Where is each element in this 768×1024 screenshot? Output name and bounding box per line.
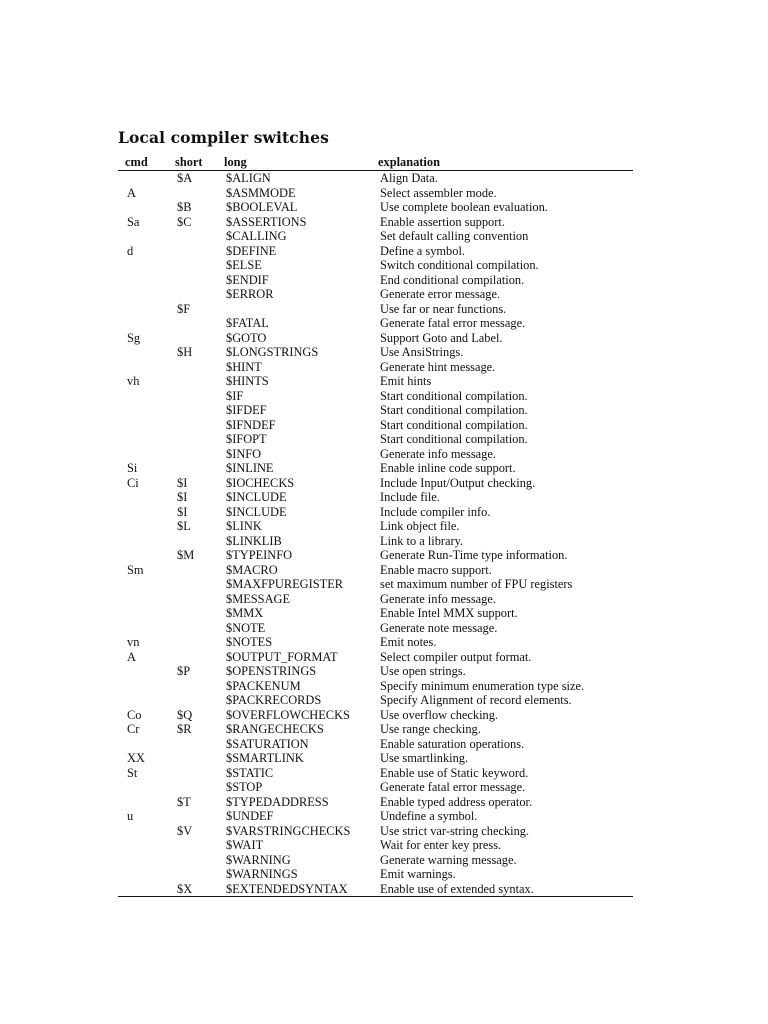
cell-explanation: Specify Alignment of record elements. [380,693,572,707]
cell-cmd [118,345,168,360]
cell-long: $INCLUDE [226,490,287,504]
cell-explanation: Generate note message. [380,620,498,635]
cell-long: $ENDIF [226,272,269,287]
cell-cmd [118,418,168,433]
cell-long: $MACRO [226,562,278,577]
cell-explanation: Start conditional compilation. [380,403,528,417]
cell-explanation: Wait for enter key press. [380,838,502,852]
cell-long: $FATAL [226,316,269,330]
cell-cmd [118,621,168,636]
cell-explanation: Link to a library. [380,533,464,548]
cell-explanation: Include file. [380,490,440,504]
table-row [118,186,633,201]
cell-long: $ALIGN [226,171,271,185]
cell-long: $ASMMODE [226,185,296,200]
cell-cmd [118,258,168,273]
table-row [118,360,633,375]
table-row [118,505,633,520]
cell-long: $WARNINGS [226,867,298,881]
table-row [118,403,633,418]
cell-short: $T [177,794,191,809]
cell-long: $PACKENUM [226,678,301,693]
cell-explanation: Enable inline code support. [380,461,516,475]
cell-long: $WARNING [226,852,291,867]
cell-explanation: Specify minimum enumeration type size. [380,678,585,693]
table-row [118,331,633,346]
cell-cmd: A [127,185,136,200]
compiler-switch-table [118,153,633,897]
table-row [118,389,633,404]
cell-short: $I [177,504,188,519]
table-row [118,693,633,708]
cell-short [168,273,217,288]
cell-explanation: Emit warnings. [380,867,456,881]
table-header-row [118,153,633,171]
cell-short: $P [177,664,191,678]
cell-cmd [118,389,168,404]
cell-cmd: Si [127,461,138,475]
cell-cmd [118,316,168,331]
cell-short [168,650,217,665]
table-row [118,519,633,534]
cell-cmd [118,824,168,839]
table-row [118,476,633,491]
table-row [118,708,633,723]
cell-cmd [118,693,168,708]
cell-long: $IFOPT [226,432,267,446]
table-row [118,229,633,244]
cell-short: $A [177,171,193,185]
cell-explanation: Generate info message. [380,591,496,606]
table-row [118,592,633,607]
cell-cmd [118,403,168,418]
cell-short [168,693,217,708]
table-row [118,418,633,433]
cell-short [168,374,217,389]
table-row [118,635,633,650]
cell-short: $V [177,823,193,838]
cell-long [217,302,371,317]
cell-cmd: Ci [127,475,139,490]
cell-long: $OVERFLOWCHECKS [226,707,350,722]
cell-cmd: Sm [127,562,144,577]
cell-cmd [118,505,168,520]
cell-cmd [118,519,168,534]
table-row [118,577,633,592]
cell-explanation: Start conditional compilation. [380,417,528,432]
cell-explanation: Use smartlinking. [380,751,469,765]
table-row [118,258,633,273]
cell-explanation: Emit notes. [380,635,437,649]
cell-explanation: Link object file. [380,519,460,533]
cell-short: $L [177,519,191,533]
cell-short: $I [177,475,188,490]
cell-cmd [118,737,168,752]
cell-short [168,737,217,752]
cell-explanation: Enable typed address operator. [380,794,533,809]
cell-short [168,258,217,273]
cell-short [168,621,217,636]
cell-cmd [118,490,168,505]
cell-long: $STOP [226,780,263,794]
cell-long: $EXTENDEDSYNTAX [217,882,371,897]
table-row [118,287,633,302]
cell-long: $INCLUDE [226,504,287,519]
table-row [118,664,633,679]
table-body [118,171,633,897]
cell-short [168,751,217,766]
cell-cmd: u [127,809,134,823]
cell-explanation: Enable use of Static keyword. [380,765,529,780]
cell-cmd [118,780,168,795]
cell-short: $I [177,490,188,504]
column-header-cmd: cmd [118,153,168,171]
table-row [118,824,633,839]
cell-explanation: Emit hints [380,374,432,388]
cell-short [168,244,217,259]
cell-long: $VARSTRINGCHECKS [226,823,351,838]
cell-explanation: Enable assertion support. [380,214,505,229]
cell-short [168,447,217,462]
table-row [118,751,633,766]
cell-long: $HINTS [226,374,269,388]
cell-explanation: Switch conditional compilation. [380,258,539,272]
table-row [118,882,633,897]
table-row [118,432,633,447]
cell-long: $MMX [226,606,264,620]
cell-explanation: Use strict var-string checking. [380,823,530,838]
cell-short [168,287,217,302]
cell-short: $M [177,548,195,562]
cell-long: $LONGSTRINGS [226,345,319,359]
cell-long: $TYPEINFO [226,548,293,562]
cell-long: $BOOLEVAL [226,200,298,214]
cell-cmd [118,577,168,592]
cell-explanation: Select compiler output format. [380,649,532,664]
cell-long: $ELSE [226,258,262,272]
table-row [118,548,633,563]
table-row [118,809,633,824]
cell-cmd: A [127,649,136,664]
cell-long: $IOCHECKS [226,475,295,490]
table-header [118,153,633,171]
cell-short: $H [177,345,193,359]
cell-explanation: Generate error message. [380,287,501,301]
cell-long: $UNDEF [226,809,274,823]
table-row [118,867,633,882]
cell-explanation: Use open strings. [380,664,466,678]
cell-cmd [118,302,168,317]
cell-cmd [118,360,168,375]
cell-cmd [118,273,168,288]
column-header-explanation: explanation [371,153,633,171]
cell-short [168,838,217,853]
cell-cmd: Sg [127,330,141,345]
cell-explanation: Generate Run-Time type information. [380,548,568,562]
cell-explanation: Undefine a symbol. [380,809,478,823]
cell-explanation: Generate hint message. [380,359,496,374]
cell-explanation: Include Input/Output checking. [380,475,536,490]
cell-cmd: vn [127,635,140,649]
cell-cmd: St [127,765,138,780]
cell-long: $MESSAGE [226,591,291,606]
cell-cmd [118,200,168,215]
cell-cmd [118,548,168,563]
cell-short [168,766,217,781]
cell-long: $PACKRECORDS [226,693,322,707]
cell-short: $Q [177,707,193,722]
table-row [118,853,633,868]
cell-explanation: End conditional compilation. [380,272,525,287]
cell-cmd [118,447,168,462]
cell-cmd: d [127,243,134,258]
cell-cmd [118,795,168,810]
cell-cmd: Co [127,707,142,722]
cell-cmd [118,432,168,447]
cell-explanation: Use AnsiStrings. [380,345,464,359]
cell-short [168,461,217,476]
cell-long: $ASSERTIONS [226,214,307,229]
cell-long: $TYPEDADDRESS [226,794,329,809]
cell-short: $R [177,722,192,736]
cell-long: $RANGECHECKS [226,722,324,736]
cell-short [168,331,217,346]
cell-long: $LINKLIB [226,533,282,548]
cell-long: $OPENSTRINGS [226,664,317,678]
cell-long: $IFNDEF [226,417,276,432]
cell-cmd [118,853,168,868]
cell-short [168,606,217,621]
table-row [118,215,633,230]
cell-cmd [118,534,168,549]
cell-short: $X [168,882,217,897]
table-row [118,838,633,853]
table-row [118,780,633,795]
cell-short [168,679,217,694]
table-row [118,722,633,737]
cell-explanation: Enable macro support. [380,562,492,577]
cell-long: $IF [226,388,244,403]
cell-long: $CALLING [226,229,287,243]
cell-explanation: Set default calling convention [380,229,529,243]
cell-short [168,809,217,824]
cell-cmd: Cr [127,722,140,736]
cell-long: $WAIT [226,838,264,852]
cell-short: $C [177,214,192,229]
table-row [118,606,633,621]
cell-short [168,592,217,607]
cell-short [168,186,217,201]
cell-short [168,635,217,650]
table-row [118,679,633,694]
cell-short [168,229,217,244]
cell-explanation: Support Goto and Label. [380,330,503,345]
cell-short [168,360,217,375]
cell-short [168,403,217,418]
cell-explanation: Generate warning message. [380,852,517,867]
cell-cmd [118,882,168,897]
cell-short [168,867,217,882]
cell-long: $MAXFPUREGISTER [226,577,344,591]
table-row [118,737,633,752]
cell-cmd [118,592,168,607]
table-row [118,534,633,549]
cell-explanation: Start conditional compilation. [380,432,528,446]
table-row [118,273,633,288]
cell-cmd [118,838,168,853]
cell-explanation: Use far or near functions. [380,301,507,316]
cell-long: $STATIC [226,765,274,780]
table-row [118,621,633,636]
cell-explanation: Select assembler mode. [380,185,497,200]
cell-short [168,432,217,447]
table-row [118,461,633,476]
cell-long: $HINT [226,359,262,374]
cell-long: $INFO [226,446,262,461]
table-row [118,345,633,360]
table-row [118,563,633,578]
table-row [118,316,633,331]
cell-cmd: Sa [127,214,140,229]
cell-long: $SMARTLINK [226,751,304,765]
column-header-short: short [168,153,217,171]
cell-long: $IFDEF [226,403,267,417]
cell-short: $F [177,301,191,316]
cell-long: $SATURATION [226,736,309,751]
table-row [118,795,633,810]
cell-explanation: Use overflow checking. [380,707,499,722]
cell-explanation: Use range checking. [380,722,481,736]
column-header-long: long [217,153,371,171]
table-row [118,200,633,215]
table-row [118,766,633,781]
cell-long: $INLINE [226,461,274,475]
cell-cmd [118,287,168,302]
table-row [118,374,633,389]
cell-explanation: Enable saturation operations. [380,736,525,751]
cell-long: $NOTES [226,635,273,649]
cell-long: $LINK [226,519,262,533]
cell-cmd [118,229,168,244]
cell-cmd [118,867,168,882]
cell-short [168,534,217,549]
cell-short [168,316,217,331]
table-row [118,302,633,317]
cell-cmd: vh [127,374,140,388]
cell-short [168,780,217,795]
cell-long: $DEFINE [226,243,277,258]
cell-explanation: Generate fatal error message. [380,316,526,330]
cell-short [168,577,217,592]
cell-cmd [118,679,168,694]
cell-short [168,389,217,404]
cell-long: $NOTE [226,620,266,635]
cell-explanation: Enable use of extended syntax. [371,882,633,897]
cell-short [168,418,217,433]
table-row [118,447,633,462]
cell-explanation: set maximum number of FPU registers [380,577,573,591]
cell-short: $B [177,200,192,214]
table-row [118,650,633,665]
cell-long: $ERROR [226,287,274,301]
cell-explanation: Start conditional compilation. [380,388,528,403]
cell-explanation: Include compiler info. [380,504,491,519]
cell-cmd [118,171,168,186]
cell-explanation: Generate fatal error message. [380,780,526,794]
cell-cmd [118,606,168,621]
table-row [118,244,633,259]
table-row [118,490,633,505]
cell-long: $OUTPUT_FORMAT [226,649,338,664]
cell-explanation: Use complete boolean evaluation. [380,200,548,214]
page-title: Local compiler switches [118,128,329,147]
cell-explanation: Enable Intel MMX support. [380,606,518,620]
cell-long: $GOTO [226,330,267,345]
cell-short [168,563,217,578]
cell-explanation: Define a symbol. [380,243,465,258]
cell-short [168,853,217,868]
cell-explanation: Generate info message. [380,446,496,461]
cell-explanation: Align Data. [380,171,438,185]
cell-cmd: XX [127,751,145,765]
table-row [118,171,633,186]
cell-cmd [118,664,168,679]
